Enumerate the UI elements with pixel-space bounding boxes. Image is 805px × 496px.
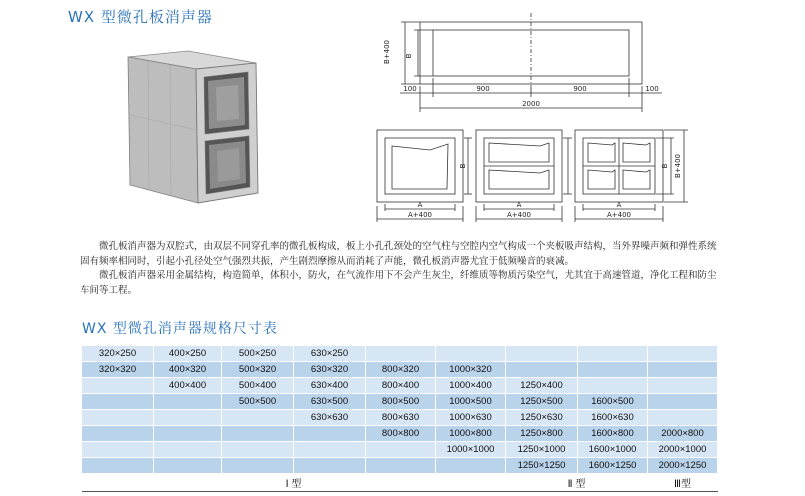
table-cell <box>506 346 578 362</box>
table-cell: 800×800 <box>366 426 436 442</box>
section3-a400-label: A+400 <box>606 211 632 219</box>
table-cell: 2000×1000 <box>648 442 718 458</box>
section-view-quad <box>575 130 688 222</box>
table-cell <box>294 426 366 442</box>
section2-a-label: A <box>516 201 522 209</box>
section3-a-label: A <box>616 201 622 209</box>
table-cell: 630×500 <box>294 394 366 410</box>
type-label-2: Ⅱ 型 <box>506 474 648 492</box>
table-cell: 800×630 <box>366 410 436 426</box>
dim-right-900: 900 <box>573 85 587 93</box>
table-cell: 2000×1250 <box>648 458 718 474</box>
table-cell <box>82 458 154 474</box>
table-cell <box>506 362 578 378</box>
table-row <box>82 378 718 394</box>
table-cell <box>648 346 718 362</box>
table-cell: 630×250 <box>294 346 366 362</box>
type-label-1: Ⅰ 型 <box>82 474 506 492</box>
section1-a-label: A <box>417 201 423 209</box>
table-cell <box>648 394 718 410</box>
table-cell: 320×250 <box>82 346 154 362</box>
dim-left-900: 900 <box>476 85 490 93</box>
table-cell: 1600×500 <box>578 394 648 410</box>
table-cell: 1250×1000 <box>506 442 578 458</box>
dim-left-100: 100 <box>403 85 417 93</box>
table-cell: 800×500 <box>366 394 436 410</box>
table-cell: 400×250 <box>154 346 222 362</box>
type-row <box>82 474 718 492</box>
table-cell <box>222 426 294 442</box>
spec-table <box>81 345 718 492</box>
table-cell: 2000×800 <box>648 426 718 442</box>
table-cell <box>648 362 718 378</box>
table-cell <box>366 442 436 458</box>
table-cell: 1000×800 <box>436 426 506 442</box>
table-cell <box>436 346 506 362</box>
table-cell <box>82 378 154 394</box>
table-cell: 1000×320 <box>436 362 506 378</box>
table-row <box>82 426 718 442</box>
table-cell <box>294 458 366 474</box>
table-cell: 500×400 <box>222 378 294 394</box>
top-view-height-label: B+400 <box>383 39 391 65</box>
table-cell: 1250×400 <box>506 378 578 394</box>
table-cell <box>366 458 436 474</box>
table-cell: 1000×400 <box>436 378 506 394</box>
type-label-3: Ⅲ型 <box>648 474 718 492</box>
table-cell <box>154 394 222 410</box>
table-cell <box>154 442 222 458</box>
table-cell <box>154 458 222 474</box>
table-cell: 630×320 <box>294 362 366 378</box>
dim-total-2000: 2000 <box>522 100 540 108</box>
description-paragraph-2: 微孔板消声器采用金属结构，构造简单，体积小，防火，在气流作用下不会产生灰尘，纤维质等物质污染空气，尤其宜于高速管道，净化工程和防尘车间等工程。 <box>80 270 717 296</box>
table-cell <box>82 442 154 458</box>
table-cell: 1000×1000 <box>436 442 506 458</box>
table-title: WX 型微孔消声器规格尺寸表 <box>82 321 278 337</box>
section3-b400-label: B+400 <box>674 153 682 179</box>
dim-right-100: 100 <box>645 85 659 93</box>
table-cell: 1600×1250 <box>578 458 648 474</box>
table-cell: 630×400 <box>294 378 366 394</box>
table-cell: 1600×630 <box>578 410 648 426</box>
table-cell: 500×250 <box>222 346 294 362</box>
table-cell: 1600×800 <box>578 426 648 442</box>
table-cell: 800×320 <box>366 362 436 378</box>
table-cell <box>366 346 436 362</box>
table-cell <box>154 410 222 426</box>
table-cell: 500×500 <box>222 394 294 410</box>
table-row <box>82 394 718 410</box>
table-cell <box>82 410 154 426</box>
table-row <box>82 410 718 426</box>
table-cell <box>648 378 718 394</box>
table-cell: 320×320 <box>82 362 154 378</box>
table-cell: 500×320 <box>222 362 294 378</box>
section2-a400-label: A+400 <box>506 211 532 219</box>
section2-b-label: B <box>459 163 467 169</box>
top-view-drawing <box>400 13 662 112</box>
section1-a400-label: A+400 <box>407 211 433 219</box>
top-view-inner-height-label: B <box>405 53 413 59</box>
table-cell <box>578 378 648 394</box>
table-cell: 1250×800 <box>506 426 578 442</box>
table-cell <box>222 410 294 426</box>
table-cell <box>82 394 154 410</box>
table-row <box>82 362 718 378</box>
description-paragraph-1: 微孔板消声器为双腔式，由双层不同穿孔率的微孔板构成，板上小孔孔颈处的空气柱与空腔内空气构成一个夹板吸声结构，当外界噪声频和弹性系统固有频率相同时，引起小孔径处空气强烈共振，产生剧烈摩擦从而消耗了声能，微孔板消声器尤宜于低频噪音的衰减。 <box>80 241 717 267</box>
table-cell: 1250×500 <box>506 394 578 410</box>
table-cell: 400×400 <box>154 378 222 394</box>
table-cell: 1600×1000 <box>578 442 648 458</box>
table-row <box>82 346 718 362</box>
table-cell <box>648 410 718 426</box>
table-cell: 1250×630 <box>506 410 578 426</box>
table-cell <box>154 426 222 442</box>
table-cell <box>578 346 648 362</box>
table-cell <box>222 458 294 474</box>
table-cell: 1000×630 <box>436 410 506 426</box>
table-cell: 630×630 <box>294 410 366 426</box>
table-row <box>82 458 718 474</box>
section3-b-label: B <box>661 163 669 169</box>
table-cell <box>222 442 294 458</box>
technical-drawings <box>0 0 805 236</box>
table-cell <box>436 458 506 474</box>
table-cell: 1000×500 <box>436 394 506 410</box>
description-block <box>80 240 720 298</box>
table-cell <box>82 426 154 442</box>
table-cell: 800×400 <box>366 378 436 394</box>
table-cell <box>578 362 648 378</box>
table-cell <box>294 442 366 458</box>
page-title: WX 型微孔板消声器 <box>68 8 213 26</box>
table-cell: 400×320 <box>154 362 222 378</box>
table-cell: 1250×1250 <box>506 458 578 474</box>
table-row <box>82 442 718 458</box>
